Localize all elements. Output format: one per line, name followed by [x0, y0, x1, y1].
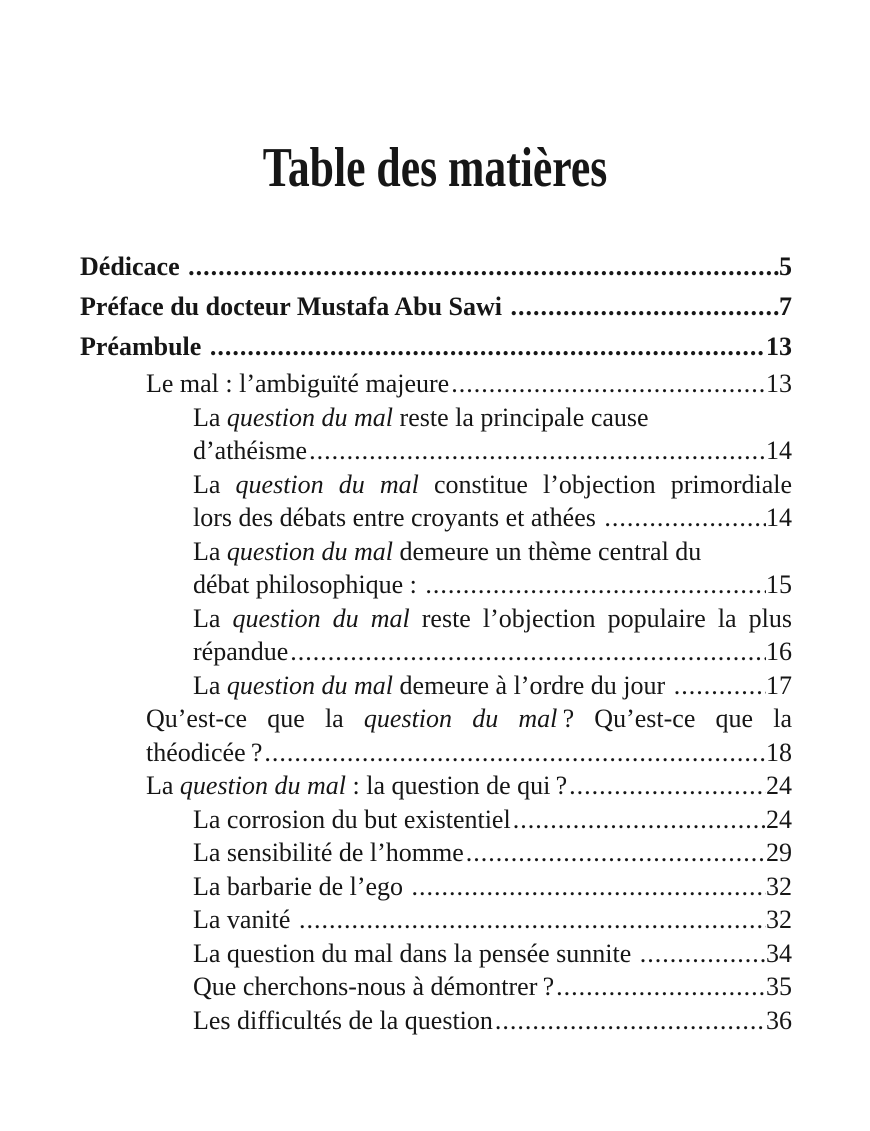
- entry-text-run: : la question de qui ?: [346, 771, 568, 800]
- entry-text-italic: question du mal: [232, 603, 410, 633]
- dot-leader: [556, 970, 766, 1004]
- entry-text-italic: question du mal: [226, 536, 394, 566]
- page-number: 24: [766, 771, 792, 800]
- entry-text: [193, 1004, 493, 1038]
- dot-leader: [569, 769, 766, 803]
- entry-text: [146, 704, 792, 733]
- toc-entry: [146, 367, 792, 401]
- entry-text-run: Dédicace: [80, 252, 187, 281]
- toc-line: [146, 702, 792, 736]
- toc-line: [193, 501, 792, 535]
- page-number: 29: [766, 838, 792, 867]
- entry-text-italic: question du mal: [226, 670, 394, 700]
- entry-text-run: Préface du docteur Mustafa Abu Sawi: [80, 292, 509, 321]
- entry-text-run: théodicée ?: [146, 737, 263, 767]
- page-number: 7: [779, 292, 792, 321]
- toc-line: [193, 870, 792, 904]
- dot-leader: [264, 736, 766, 770]
- dot-leader: [299, 903, 766, 937]
- toc-entry: [193, 535, 792, 602]
- entry-text-run: Préambule: [80, 332, 208, 361]
- entry-text-italic: question du mal: [226, 402, 394, 432]
- page-number: 13: [766, 332, 792, 361]
- toc-line: [80, 327, 792, 367]
- toc-line: [193, 937, 792, 971]
- dot-leader: [425, 568, 766, 602]
- dot-leader: [511, 287, 779, 327]
- entry-text-run: Le mal : l’ambiguïté majeure: [146, 369, 450, 398]
- entry-text-run: La sensibilité de l’homme: [193, 838, 464, 867]
- entry-text-run: La barbarie de l’ego: [193, 871, 410, 901]
- entry-text-run: La corrosion du but existentiel: [193, 804, 511, 834]
- page-number: 17: [766, 670, 792, 700]
- toc-entry: [193, 401, 792, 468]
- entry-text: [80, 247, 186, 287]
- entry-text-run: débat philosophique :: [193, 570, 424, 599]
- entry-text-run: reste l’objection populaire la plus: [409, 603, 792, 633]
- toc-line: [146, 769, 792, 803]
- entry-text-run: La question du mal dans la pensée sunnite: [193, 938, 638, 968]
- entry-text: [193, 937, 638, 971]
- toc-line: [146, 367, 792, 401]
- toc-line: [193, 970, 792, 1004]
- toc-line: [193, 434, 792, 468]
- entry-text: [193, 635, 288, 669]
- toc-entry: [193, 937, 792, 971]
- dot-leader: [188, 247, 779, 287]
- dot-leader: [466, 836, 766, 870]
- entry-text-run: La: [193, 603, 233, 633]
- entry-text-italic: question du mal: [235, 469, 419, 499]
- dot-leader: [210, 327, 766, 367]
- entry-text: [193, 501, 602, 535]
- toc-entry: [193, 669, 792, 703]
- dot-leader: [674, 669, 766, 703]
- entry-text-run: Que cherchons-nous à démontrer ?: [193, 972, 555, 1001]
- entry-text-run: La: [146, 771, 180, 800]
- toc-entry: [80, 327, 792, 367]
- toc-line: [193, 669, 792, 703]
- dot-leader: [290, 635, 766, 669]
- toc-line: [193, 535, 792, 569]
- entry-text-italic: question du mal: [363, 704, 558, 733]
- entry-text-run: Qu’est-ce que la: [146, 704, 364, 733]
- entry-text-run: d’athéisme: [193, 436, 308, 465]
- entry-text-run: La vanité: [193, 905, 297, 934]
- toc-entry: [193, 1004, 792, 1038]
- toc-line: [193, 401, 792, 435]
- entry-text: [80, 327, 208, 367]
- toc-entry: [193, 602, 792, 669]
- page-number: 18: [766, 737, 792, 767]
- entry-text-run: La: [193, 402, 227, 432]
- toc-line: [80, 247, 792, 287]
- entry-text: [146, 769, 567, 803]
- toc-line: [193, 836, 792, 870]
- page-number: 24: [766, 804, 792, 834]
- toc-list: [80, 247, 792, 1037]
- entry-text: [193, 470, 792, 499]
- entry-text: [193, 970, 554, 1004]
- dot-leader: [451, 367, 766, 401]
- page-title: Table des matières: [262, 137, 608, 199]
- page-number: 32: [766, 871, 792, 901]
- entry-text-italic: question du mal: [179, 771, 347, 800]
- dot-leader: [640, 937, 766, 971]
- entry-text: [193, 803, 511, 837]
- toc-entry: [193, 468, 792, 535]
- entry-text: [146, 736, 262, 770]
- entry-text-run: ? Qu’est-ce que la: [557, 704, 793, 733]
- entry-text: [193, 537, 701, 566]
- entry-text: [193, 870, 410, 904]
- entry-text: [193, 403, 649, 432]
- dot-leader: [309, 434, 766, 468]
- entry-text: [146, 367, 449, 401]
- entry-text-run: La: [193, 536, 227, 566]
- toc-line: [80, 287, 792, 327]
- page-number: 14: [766, 503, 792, 532]
- toc-line: [193, 1004, 792, 1038]
- dot-leader: [495, 1004, 766, 1038]
- page-number: 16: [766, 637, 792, 666]
- toc-entry: [80, 287, 792, 327]
- page-number: 5: [779, 252, 792, 281]
- page-number: 34: [766, 938, 792, 968]
- toc-entry: [193, 803, 792, 837]
- entry-text-run: constitue l’objection primordiale: [418, 469, 793, 499]
- toc-line: [193, 568, 792, 602]
- entry-text: [193, 903, 297, 937]
- toc-line: [193, 468, 792, 502]
- toc-line: [193, 803, 792, 837]
- toc-line: [146, 736, 792, 770]
- entry-text-run: La: [193, 670, 227, 700]
- dot-leader: [412, 870, 766, 904]
- toc-entry: [193, 970, 792, 1004]
- entry-text: [193, 669, 672, 703]
- dot-leader: [513, 803, 766, 837]
- page-number: 32: [766, 905, 792, 934]
- entry-text: [80, 287, 509, 327]
- toc-entry: [193, 836, 792, 870]
- entry-text-run: demeure un thème central du: [393, 536, 702, 566]
- entry-text-run: Les difficultés de la question: [193, 1005, 493, 1035]
- entry-text-run: répandue: [193, 637, 289, 666]
- entry-text: [193, 568, 423, 602]
- page-number: 15: [766, 570, 792, 599]
- page-number: 36: [766, 1005, 792, 1035]
- entry-text: [193, 836, 464, 870]
- toc-entry: [193, 903, 792, 937]
- toc-line: [193, 903, 792, 937]
- page-number: 14: [766, 436, 792, 465]
- dot-leader: [604, 501, 766, 535]
- toc-entry: [146, 702, 792, 769]
- toc-entry: [193, 870, 792, 904]
- entry-text: [193, 434, 307, 468]
- entry-text: [193, 604, 792, 633]
- entry-text-run: La: [193, 469, 236, 499]
- toc-entry: [146, 769, 792, 803]
- toc-line: [193, 602, 792, 636]
- entry-text-run: reste la principale cause: [393, 402, 649, 432]
- page-number: 35: [766, 972, 792, 1001]
- toc-line: [193, 635, 792, 669]
- page-number: 13: [766, 369, 792, 398]
- entry-text-run: demeure à l’ordre du jour: [393, 670, 672, 700]
- toc-entry: [80, 247, 792, 287]
- entry-text-run: lors des débats entre croyants et athées: [193, 503, 603, 532]
